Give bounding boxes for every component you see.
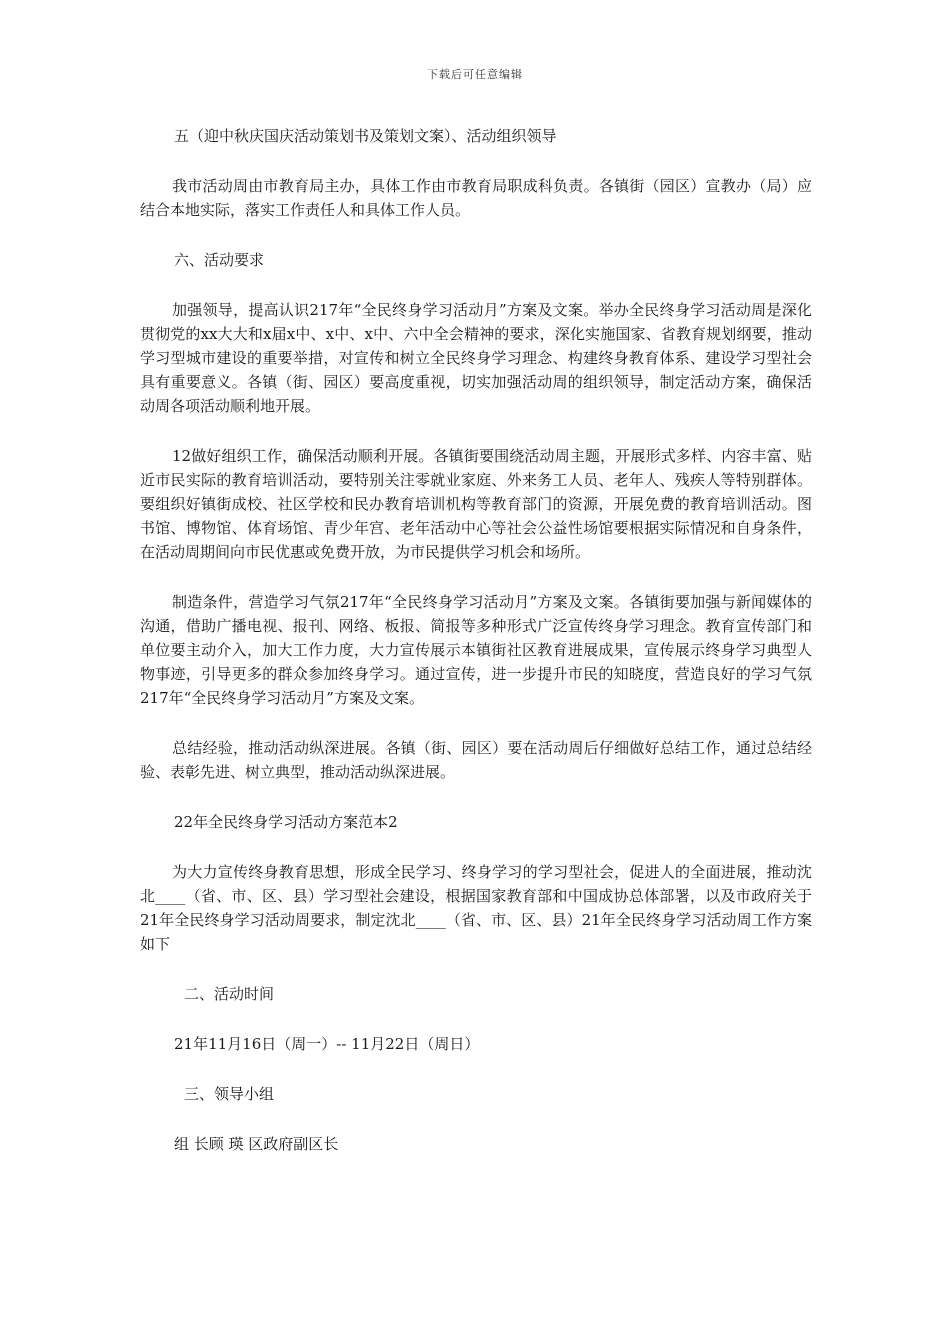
- sample-title: 22年全民终身学习活动方案范本2: [174, 813, 398, 831]
- paragraph-leadership: 加强领导，提高认识217年“全民终身学习活动月”方案及文案。举办全民终身学习活动周是深化贯彻党的xx大大和x届x中、x中、x中、六中全会精神的要求，深化实施国家、省教育规划纲要，推动学习型城市建设的重要举措，对宣传和树立全民终身学习理念、构建终身教育体系、建设学习型社会具有重要意义。各镇（街、园区）要高度重视，切实加强活动周的组织领导，制定活动方案，确保活动周各项活动顺利地开展。: [140, 301, 812, 415]
- activity-dates: 21年11月16日（周一）-- 11月22日（周日）: [174, 1035, 480, 1053]
- section-heading-five: 五（迎中秋庆国庆活动策划书及策划文案）、活动组织领导: [174, 127, 557, 145]
- section-heading-leadership-group: 三、领导小组: [184, 1085, 275, 1103]
- paragraph-summary: 总结经验，推动活动纵深进展。各镇（街、园区）要在活动周后仔细做好总结工作，通过总结经验、表彰先进、树立典型，推动活动纵深进展。: [140, 739, 812, 781]
- paragraph-purpose: 为大力宣传终身教育思想，形成全民学习、终身学习的学习型社会，促进人的全面进展，推动沈北____（省、市、区、县）学习型社会建设，根据国家教育部和中国成协总体部署，以及市政府关于21年全民终身学习活动周要求，制定沈北____（省、市、区、县）21年全民终身学习活动周工作方案如下: [140, 863, 812, 953]
- paragraph-organization: 我市活动周由市教育局主办，具体工作由市教育局职成科负责。各镇街（园区）宣教办（局）应结合本地实际，落实工作责任人和具体工作人员。: [140, 177, 812, 219]
- document-body: [140, 124, 812, 1182]
- section-heading-time: 二、活动时间: [184, 985, 275, 1003]
- paragraph-organization-work: 12做好组织工作，确保活动顺利开展。各镇街要围绕活动周主题，开展形式多样、内容丰富、贴近市民实际的教育培训活动，要特别关注零就业家庭、外来务工人员、老年人、残疾人等特别群体。要组织好镇街成校、社区学校和民办教育培训机构等教育部门的资源，开展免费的教育培训活动。图书馆、博物馆、体育场馆、青少年宫、老年活动中心等社会公益性场馆要根据实际情况和自身条件，在活动周期间向市民优惠或免费开放，为市民提供学习机会和场所。: [140, 447, 812, 561]
- paragraph-atmosphere: 制造条件，营造学习气氛217年“全民终身学习活动月”方案及文案。各镇街要加强与新闻媒体的沟通，借助广播电视、报刊、网络、板报、简报等多种形式广泛宣传终身学习理念。教育宣传部门和单位要主动介入，加大工作力度，大力宣传展示本镇街社区教育进展成果，宣传展示终身学习典型人物事迹，引导更多的群众参加终身学习。通过宣传，进一步提升市民的知晓度，营造良好的学习气氛217年“全民终身学习活动月”方案及文案。: [140, 593, 812, 707]
- section-heading-six: 六、活动要求: [174, 251, 265, 269]
- group-leader-line: 组 长顾 瑛 区政府副区长: [174, 1135, 339, 1153]
- page-header-note: 下载后可任意编辑: [427, 68, 523, 81]
